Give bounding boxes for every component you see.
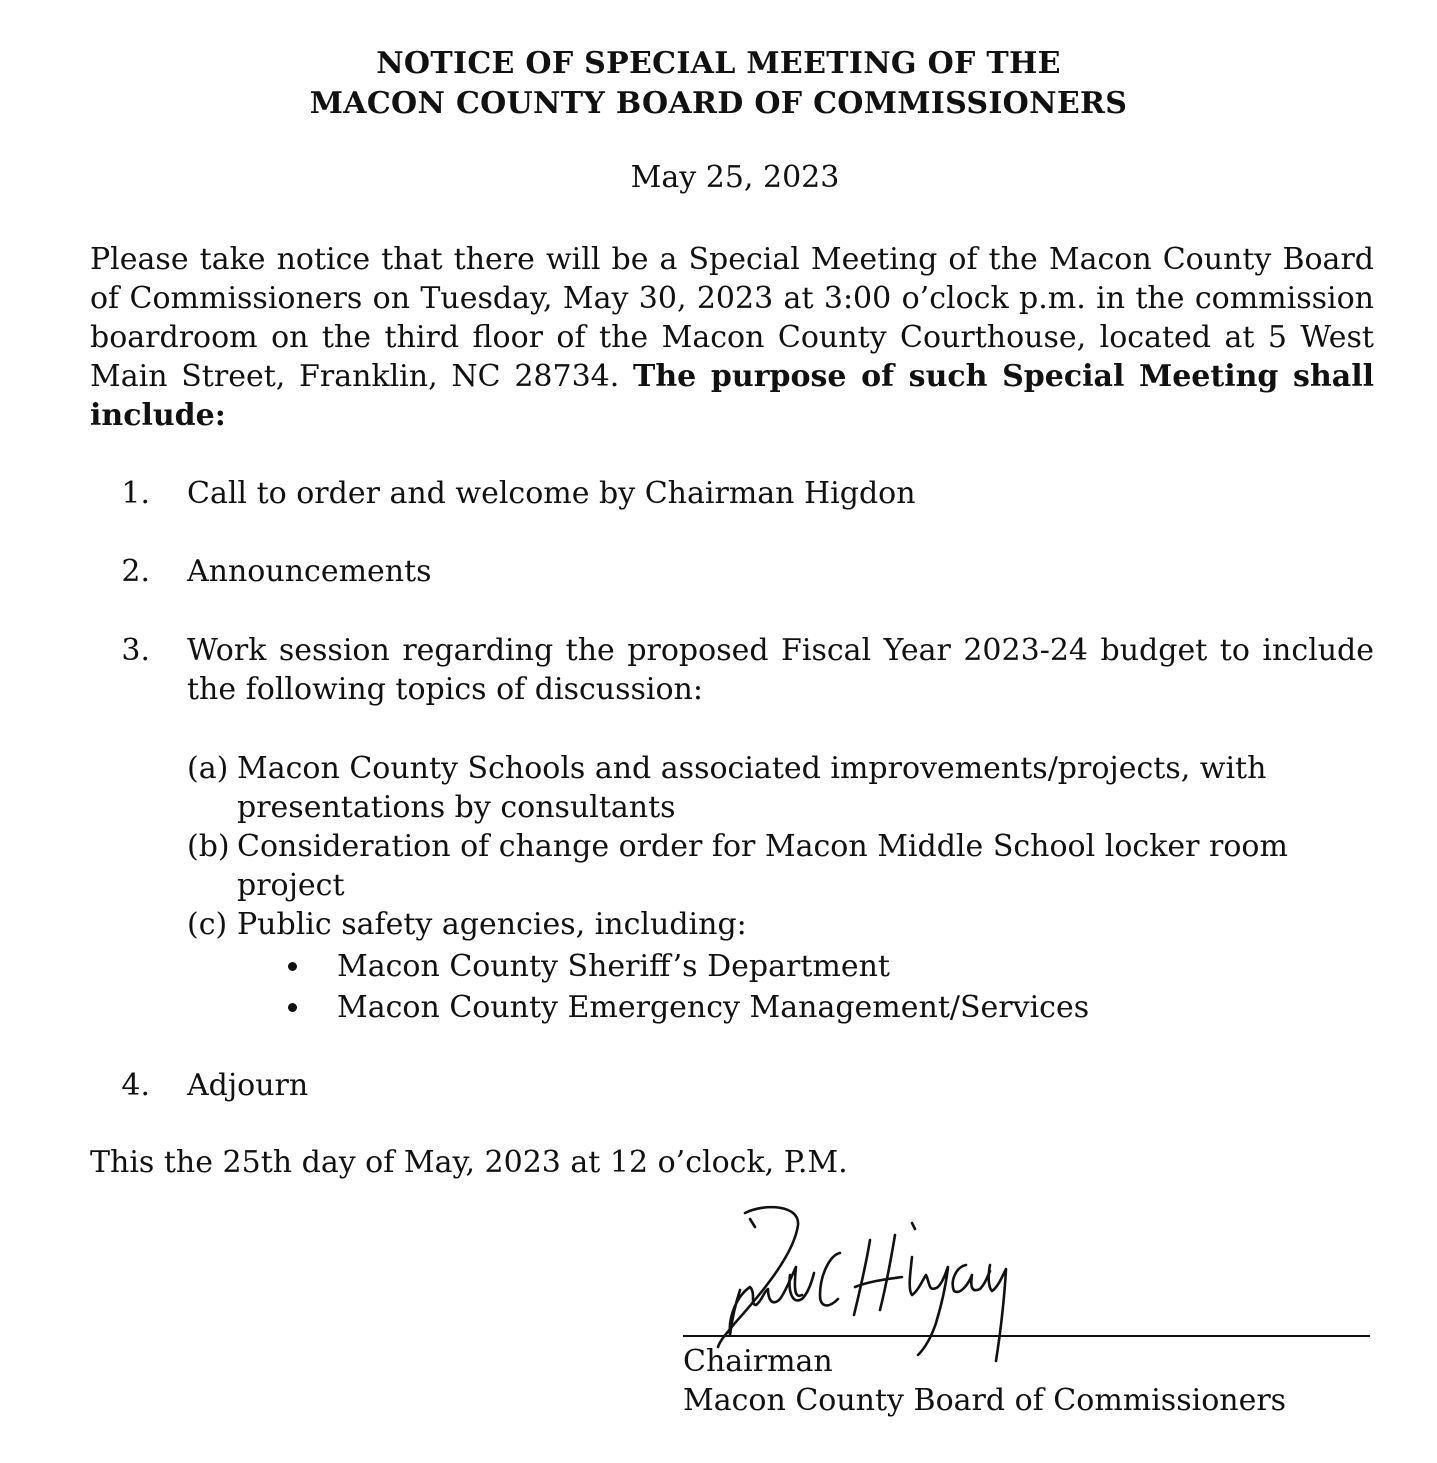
notice-date: May 25, 2023 <box>630 160 840 195</box>
bullet-dot <box>288 1003 297 1012</box>
intro-purpose: The purpose of such Special Meeting shall include: <box>90 359 1374 433</box>
bullet-dot <box>288 962 297 971</box>
subitem-text: Macon County Schools and associated improvements/projects, with presentations by consultants <box>237 751 1267 825</box>
signer-title: Chairman <box>683 1344 833 1379</box>
bullet-text: Macon County Emergency Management/Services <box>337 990 1090 1025</box>
closing-statement: This the 25th day of May, 2023 at 12 o’clock, P.M. <box>90 1145 848 1180</box>
bullet-text: Macon County Sheriff’s Department <box>337 949 890 984</box>
agenda-item-number: 1. <box>121 476 150 511</box>
subitem-text: Public safety agencies, including: <box>237 907 747 942</box>
agenda-item-number: 4. <box>121 1068 150 1103</box>
subitem-text: Consideration of change order for Macon Middle School locker room project <box>237 829 1288 903</box>
agenda-item-text: Announcements <box>187 554 432 589</box>
agenda-item-number: 2. <box>121 554 150 589</box>
signer-organization: Macon County Board of Commissioners <box>683 1383 1287 1418</box>
signature-line <box>683 1335 1370 1337</box>
notice-title-line1: NOTICE OF SPECIAL MEETING OF THE <box>376 46 1061 81</box>
intro-paragraph <box>90 240 1374 435</box>
agenda-item-text: Adjourn <box>187 1068 309 1103</box>
subitem-label: (c) <box>187 907 228 942</box>
notice-title-line2: MACON COUNTY BOARD OF COMMISSIONERS <box>309 86 1128 121</box>
subitem-label: (a) <box>187 751 229 786</box>
agenda-item-number: 3. <box>121 633 150 668</box>
intro-text: Please take notice that there will be a Special Meeting of the Macon County Board of Commissioners on Tuesday, May 30, 2023 at 3:00 o’clock p.m. in the commission boardroom on the third floor of the Macon County Courthouse, located at 5 West Main Street, Franklin, NC 28734. <box>90 242 1374 394</box>
agenda-item-text: Work session regarding the proposed Fiscal Year 2023-24 budget to include the following topics of discussion: <box>187 633 1374 707</box>
subitem-label: (b) <box>187 829 230 864</box>
agenda-item-text: Call to order and welcome by Chairman Higdon <box>187 476 916 511</box>
